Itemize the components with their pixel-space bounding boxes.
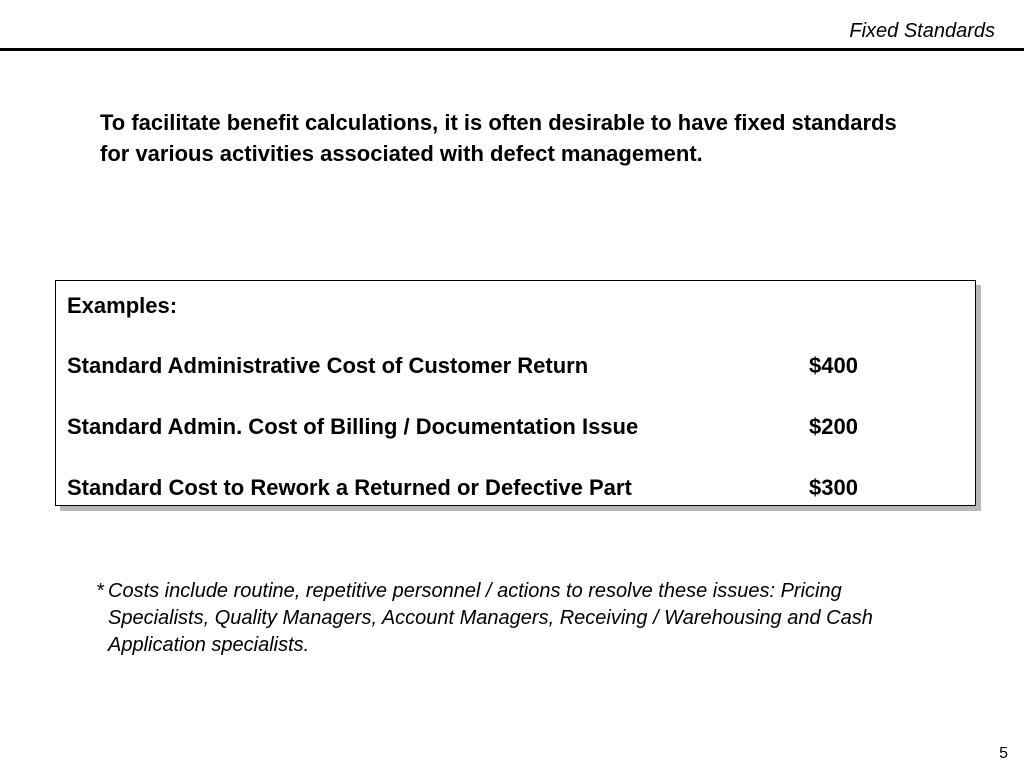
footnote (96, 578, 916, 659)
example-row (67, 475, 967, 501)
footnote-text: Costs include routine, repetitive personnel / actions to resolve these issues: Pricing Specialists, Quality Managers, Account Managers, Receiving / Warehousing and Cash Application specialists. (108, 580, 873, 656)
slide-title: Fixed Standards (849, 20, 995, 42)
footnote-marker: * (96, 580, 104, 602)
example-label: Standard Admin. Cost of Billing / Documentation Issue (67, 414, 639, 439)
example-value: $400 (809, 353, 858, 378)
intro-paragraph: To facilitate benefit calculations, it is often desirable to have fixed standards for various activities associated with defect management. (100, 110, 897, 166)
example-label: Standard Administrative Cost of Customer Return (67, 353, 589, 378)
page-number: 5 (999, 745, 1008, 762)
example-row (67, 414, 967, 440)
example-value: $300 (809, 475, 858, 500)
example-label: Standard Cost to Rework a Returned or Defective Part (67, 475, 632, 500)
examples-heading: Examples: (67, 293, 178, 318)
header-divider (0, 48, 1024, 51)
example-value: $200 (809, 414, 858, 439)
examples-box (55, 280, 976, 506)
example-row (67, 353, 967, 379)
